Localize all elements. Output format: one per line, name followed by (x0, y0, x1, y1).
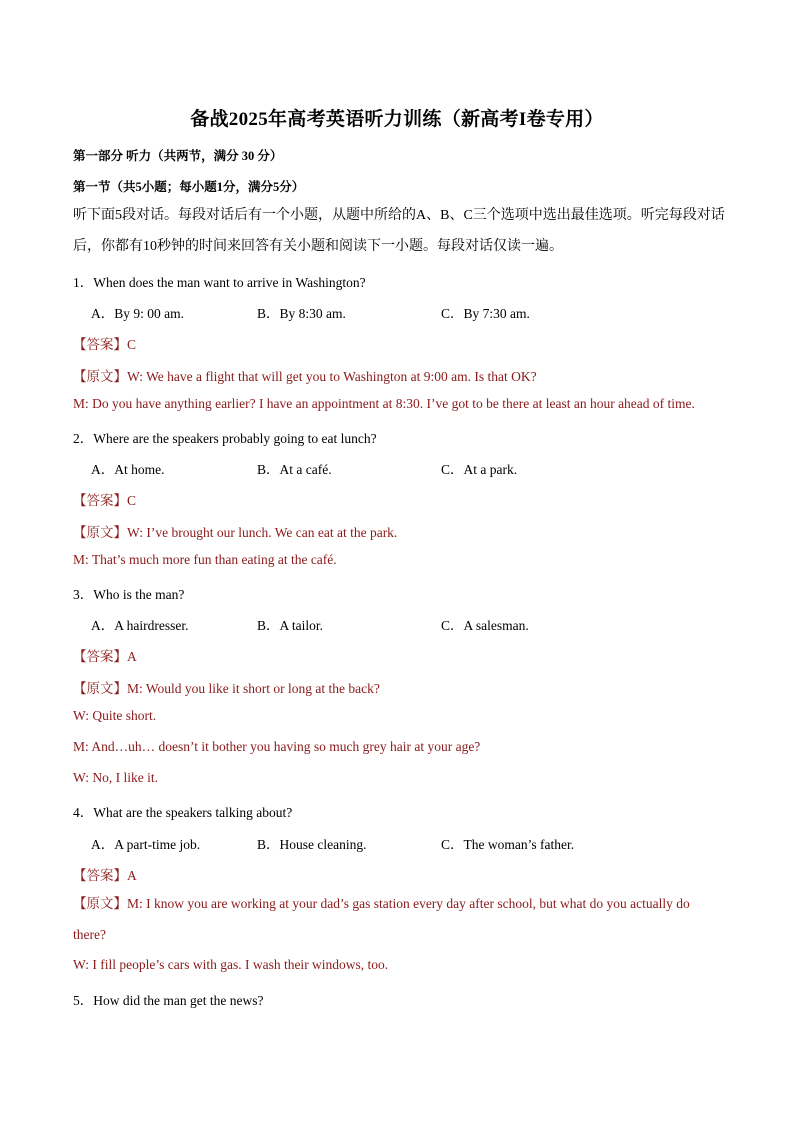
option-c: C．At a park. (441, 462, 518, 477)
option-c: C．By 7:30 am. (441, 306, 530, 321)
option-a: A．A part-time job. (91, 837, 201, 852)
instructions: 听下面5段对话。每段对话后有一个小题，从题中所给的A、B、C三个选项中选出最佳选项。听完每段对话后，你都有10秒钟的时间来回答有关小题和阅读下一小题。每段对话仅读一遍。 (73, 208, 725, 254)
option-b: B．By 8:30 am. (257, 306, 346, 321)
transcript-line: W: I fill people’s cars with gas. I wash their windows, too. (73, 957, 389, 972)
answer-line: 【答案】C (73, 337, 137, 352)
transcript-line: 【原文】M: Would you like it short or long at the back? (73, 681, 380, 696)
option-c: C．A salesman. (441, 618, 529, 633)
answer-line: 【答案】A (73, 649, 137, 664)
question-stem: 4．What are the speakers talking about? (73, 805, 293, 820)
answer-line: 【答案】A (73, 868, 137, 883)
option-a: A．By 9: 00 am. (91, 306, 184, 321)
question-stem: 3．Who is the man? (73, 587, 185, 602)
option-b: B．A tailor. (257, 618, 324, 633)
part-heading: 第一部分 听力（共两节，满分 30 分） (73, 149, 283, 163)
question-stem: 5．How did the man get the news? (73, 993, 264, 1008)
page-title: 备战2025年高考英语听力训练（新高考I卷专用） (190, 109, 604, 130)
option-b: B．At a café. (257, 462, 332, 477)
option-b: B．House cleaning. (257, 837, 367, 852)
option-a: A．At home. (91, 462, 165, 477)
section-heading: 第一节（共5小题；每小题1分，满分5分） (73, 180, 305, 194)
transcript-line: M: That’s much more fun than eating at the café. (73, 552, 337, 567)
question-stem: 2．Where are the speakers probably going to eat lunch? (73, 431, 377, 446)
transcript-line: 【原文】W: I’ve brought our lunch. We can eat at the park. (73, 525, 398, 540)
transcript-line: W: No, I like it. (73, 770, 158, 785)
transcript-line: W: Quite short. (73, 708, 157, 723)
transcript-line: 【原文】W: We have a flight that will get you to Washington at 9:00 am. Is that OK? (73, 369, 537, 384)
answer-line: 【答案】C (73, 493, 137, 508)
option-a: A．A hairdresser. (91, 618, 189, 633)
transcript-line: M: And…uh… doesn’t it bother you having so much grey hair at your age? (73, 739, 481, 754)
transcript-line: M: Do you have anything earlier? I have an appointment at 8:30. I’ve got to be there at least an hour ahead of time. (73, 396, 695, 411)
question-stem: 1．When does the man want to arrive in Washington? (73, 275, 366, 290)
option-c: C．The woman’s father. (441, 837, 575, 852)
transcript-line: 【原文】M: I know you are working at your dad’s gas station every day after school, but what do you actually do there? (73, 896, 690, 942)
